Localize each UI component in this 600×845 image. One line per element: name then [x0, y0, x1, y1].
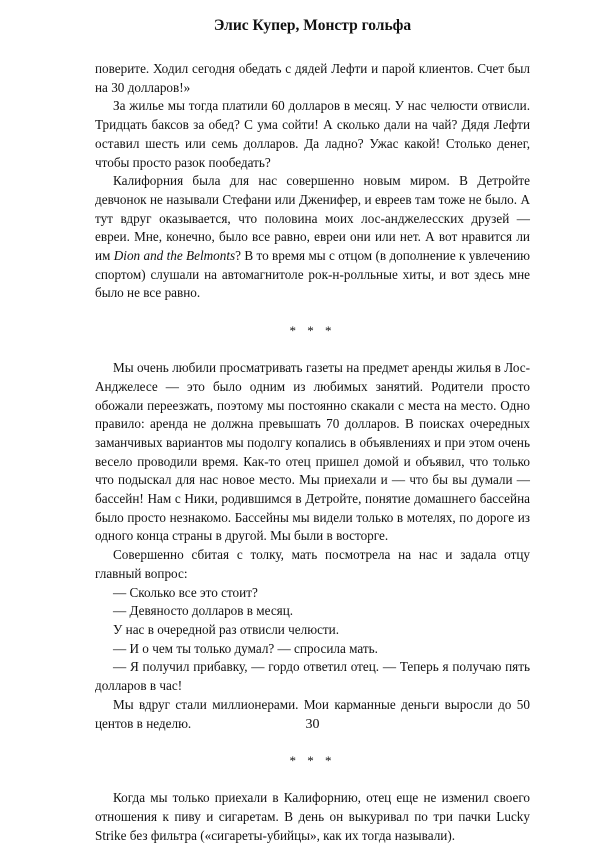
paragraph-text: Калифорния была для нас совершенно новым миром. В Детройте девчонок не называли Стефани или Дженифер, и евреев там тоже не было. А тут вдруг оказывается, что половина моих лос-анджелесских друзей — евреи. Мне, конечно, было все равно, евреи они или нет. А вот нравится ли им — [95, 173, 530, 264]
dialogue-line: — Я получил прибавку, — гордо ответил отец. — Теперь я получаю пять долларов в час! — [95, 659, 530, 694]
section-separator: * * * — [289, 753, 336, 769]
book-page — [95, 0, 530, 843]
paragraph: поверите. Ходил сегодня обедать с дядей Лефти и парой клиентов. Счет был на 30 долларов!» — [95, 61, 530, 95]
paragraph-text: ? В то время мы с отцом (в дополнение к увлечению спортом) слушали на автомагнитоле рок-н-ролльные хиты, и вот здесь мне было не все равно. — [95, 248, 530, 301]
paragraph — [95, 172, 530, 303]
paragraph: Мы очень любили просматривать газеты на предмет аренды жилья в Лос-Анджелесе — это было одним из любимых занятий. Родители просто обожали переезжать, поэтому мы постоянно скакали с места на место. Одно правило: аренда не должна превышать 70 долларов. В поисках очередных заманчивых вариантов мы подолгу копались в объявлениях и при этом очень весело проводили время. Как-то отец пришел домой и объявил, что только что подыскал для нас новое место. Мы приехали и — что бы вы думали — бассейн! Нам с Ники, родившимся в Детройте, понятие домашнего бассейна было просто незнакомо. Бассейны мы видели только в мотелях, по дороге из одного конца страны в другой. Мы были в восторге. — [95, 360, 530, 544]
section-separator: * * * — [289, 323, 336, 339]
paragraph: За жилье мы тогда платили 60 долларов в месяц. У нас челюсти отвисли. Тридцать баксов за обед? С ума сойти! А сколько дали на чай? Дядя Лефти оставил шесть или семь долларов. Да ладно? Ужас какой! Столько денег, чтобы просто разок пообедать? — [95, 98, 530, 170]
paragraph: Совершенно сбитая с толку, мать посмотрела на нас и задала отцу главный вопрос: — [95, 547, 530, 581]
dialogue-line: — Девяносто долларов в месяц. — [113, 603, 294, 619]
page-number: 30 — [305, 717, 320, 732]
paragraph: У нас в очередной раз отвисли челюсти. — [113, 621, 340, 637]
running-title: Элис Купер, Монстр гольфа — [213, 17, 412, 34]
paragraph: Когда мы только приехали в Калифорнию, отец еще не изменил своего отношения к пиву и сигаретам. В день он выкуривал по три пачки Lucky Strike без фильтра («сигареты-убийцы», как их тогда называли). — [95, 790, 530, 843]
paragraph: Мы вдруг стали миллионерами. Мои карманные деньги выросли до 50 центов в неделю. — [95, 696, 530, 731]
dialogue-line: — Сколько все это стоит? — [113, 584, 258, 600]
dialogue-line: — И о чем ты только думал? — спросила мать. — [113, 640, 378, 656]
band-name-italic: Dion and the Belmonts — [113, 248, 236, 264]
